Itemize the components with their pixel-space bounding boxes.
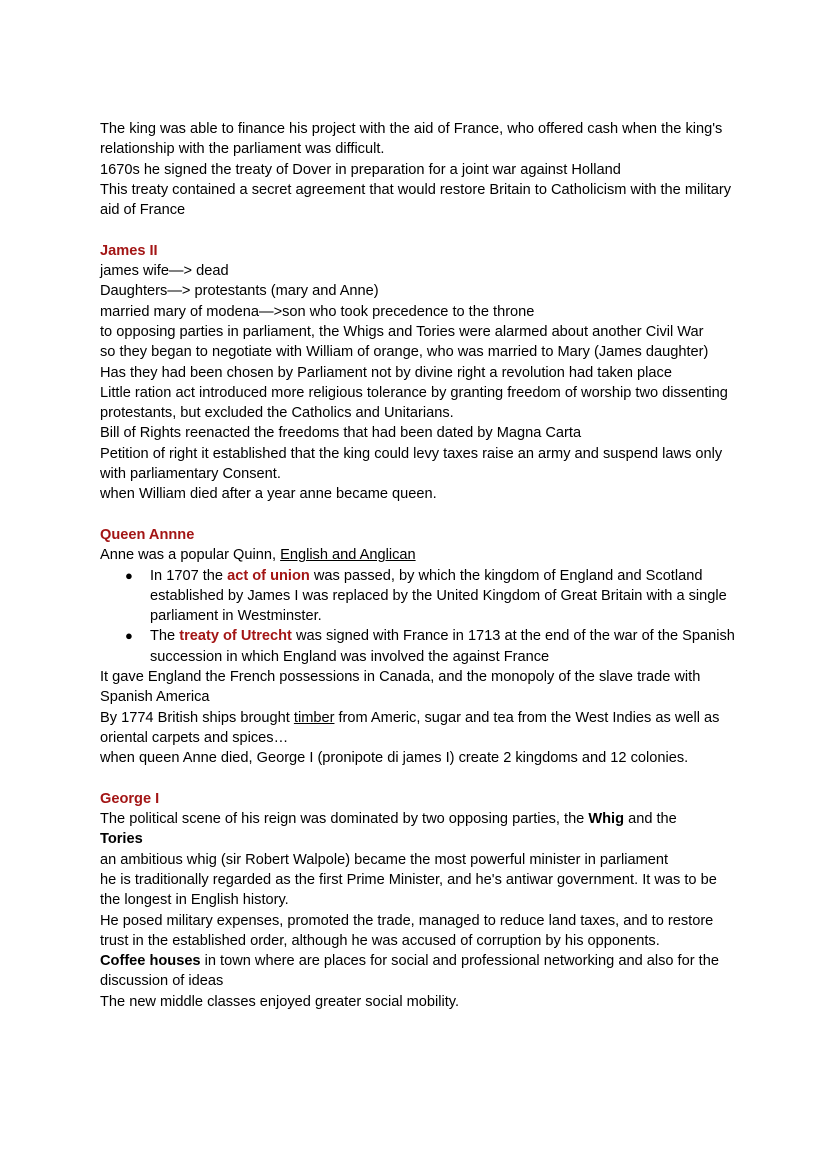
list-item — [100, 566, 740, 627]
spacer — [100, 220, 740, 240]
james-ii-heading: James II — [100, 242, 158, 259]
george-paragraph: he is traditionally regarded as the first Prime Minister, and he's antiwar government. It was to be the longest in English history. — [100, 871, 717, 909]
anne-bullet-list — [100, 566, 740, 667]
intro-section — [100, 119, 740, 220]
james-line: Has they had been chosen by Parliament not by divine right a revolution had taken place — [100, 364, 672, 381]
james-line: married mary of modena—>son who took precedence to the throne — [100, 303, 535, 320]
george-text: in town where are places for social and professional networking and also for the discussion of ideas — [100, 953, 719, 990]
intro-paragraph-1: The king was able to finance his project with the aid of France, who offered cash when the king's relationship with the parliament was difficult. — [100, 121, 723, 158]
george-paragraph: He posed military expenses, promoted the trade, managed to reduce land taxes, and to restore trust in the established order, although he was accused of corruption by his opponents. — [100, 912, 714, 949]
bullet-text: The — [150, 628, 180, 645]
anne-paragraph: It gave England the French possessions in Canada, and the monopoly of the slave trade with Spanish America — [100, 669, 701, 706]
george-paragraph: The new middle classes enjoyed greater social mobility. — [100, 993, 460, 1010]
george-i-section — [100, 789, 740, 1012]
james-line: so they began to negotiate with William of orange, who was married to Mary (James daughter) — [100, 344, 709, 361]
tories-term: Tories — [100, 831, 143, 848]
george-paragraph: an ambitious whig (sir Robert Walpole) became the most powerful minister in parliament — [100, 851, 669, 868]
bullet-text: was passed, by which the kingdom of England and Scotland established by James I was replaced by the United Kingdom of Great Britain with a single parliament in Westminster. — [150, 567, 727, 625]
intro-paragraph-2: 1670s he signed the treaty of Dover in preparation for a joint war against Holland — [100, 161, 621, 178]
act-of-union-term: act of union — [227, 567, 310, 584]
james-line: to opposing parties in parliament, the Whigs and Tories were alarmed about another Civil War — [100, 323, 704, 340]
intro-paragraph-3: This treaty contained a secret agreement that would restore Britain to Catholicism with the military aid of France — [100, 181, 732, 219]
anne-intro-underlined: English and Anglican — [280, 547, 416, 564]
list-item — [100, 626, 740, 667]
anne-text: from Americ, sugar and tea from the West Indies as well as oriental carpets and spices… — [100, 709, 720, 746]
anne-intro — [100, 545, 740, 565]
bullet-text: was signed with France in 1713 at the end of the war of the Spanish succession in which England was involved the against France — [150, 628, 735, 665]
george-i-heading: George I — [100, 790, 160, 807]
spacer — [100, 505, 740, 525]
george-paragraph — [100, 809, 740, 850]
spacer — [100, 769, 740, 789]
timber-underlined: timber — [293, 709, 335, 726]
treaty-of-utrecht-term: treaty of Utrecht — [179, 628, 292, 645]
bullet-text: In 1707 the — [150, 567, 228, 584]
queen-anne-section — [100, 525, 740, 769]
bullet-icon: ● — [125, 567, 133, 583]
queen-anne-heading: Queen Annne — [100, 526, 195, 543]
anne-intro-text: Anne was a popular Quinn, — [100, 547, 281, 564]
anne-text: By 1774 British ships brought — [100, 709, 294, 726]
james-line: Bill of Rights reenacted the freedoms that had been dated by Magna Carta — [100, 425, 582, 442]
coffee-houses-term: Coffee houses — [100, 953, 201, 970]
james-line: Little ration act introduced more religious tolerance by granting freedom of worship two dissenting protestants, but excluded the Catholics and Unitarians. — [100, 384, 728, 422]
bullet-icon: ● — [125, 628, 133, 644]
james-ii-section — [100, 241, 740, 505]
james-line: james wife—> dead — [100, 263, 229, 280]
george-paragraph — [100, 951, 740, 992]
james-line: Petition of right it established that the king could levy taxes raise an army and suspend laws only with parliamentary Consent. — [100, 445, 723, 483]
james-line: when William died after a year anne became queen. — [100, 486, 437, 503]
george-text: The political scene of his reign was dominated by two opposing parties, the — [100, 811, 589, 828]
anne-paragraph — [100, 708, 740, 749]
james-line: Daughters—> protestants (mary and Anne) — [100, 283, 379, 300]
george-text: and the — [624, 811, 677, 828]
document-body — [100, 119, 740, 1012]
whig-term: Whig — [588, 811, 625, 828]
anne-paragraph: when queen Anne died, George I (pronipote di james I) create 2 kingdoms and 12 colonies. — [100, 750, 689, 767]
